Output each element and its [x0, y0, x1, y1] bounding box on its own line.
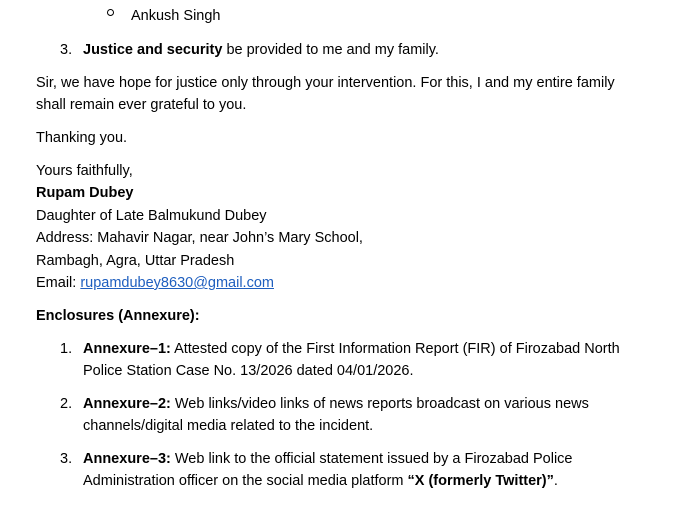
- enclosure-text: Web link to the official statement issued by a Firozabad Police: [170, 451, 573, 467]
- enclosure-item-2: [83, 394, 589, 414]
- enclosure-label: Annexure–1:: [83, 341, 171, 357]
- address-line2: Rambagh, Agra, Uttar Pradesh: [36, 253, 235, 269]
- enclosure-text: Web links/video links of news reports broadcast on various news: [170, 396, 589, 412]
- sender-name: Rupam Dubey: [36, 185, 134, 201]
- enclosure-label: Annexure–3:: [83, 451, 171, 467]
- enclosure-item-1: [83, 339, 620, 359]
- request-item-3: [83, 40, 439, 60]
- enclosure-text-continued: [83, 471, 558, 491]
- closing-paragraph-line1: Sir, we have hope for justice only through your intervention. For this, I and my entire family: [36, 75, 615, 91]
- list-number: 3.: [60, 42, 73, 58]
- enclosure-text-continued: channels/digital media related to the incident.: [83, 418, 374, 434]
- email-label: Email:: [36, 275, 81, 291]
- request-item-3-bold: Justice and security: [83, 42, 223, 58]
- sub-list-item: Ankush Singh: [131, 8, 221, 24]
- address-line1: Address: Mahavir Nagar, near John’s Mary School,: [36, 230, 363, 246]
- thanking-line: Thanking you.: [36, 130, 128, 146]
- request-item-3-text: be provided to me and my family.: [222, 42, 439, 58]
- period: .: [553, 473, 558, 489]
- list-number: 1.: [60, 341, 73, 357]
- enclosure-label: Annexure–2:: [83, 396, 171, 412]
- enclosure-text: Administration officer on the social media platform: [83, 473, 408, 489]
- sender-relation: Daughter of Late Balmukund Dubey: [36, 208, 267, 224]
- salutation: Yours faithfully,: [36, 163, 133, 179]
- enclosure-item-3: [83, 449, 573, 469]
- list-number: 3.: [60, 451, 73, 467]
- email-link[interactable]: rupamdubey8630@gmail.com: [80, 275, 274, 291]
- platform-name: “X (formerly Twitter)”: [407, 473, 554, 489]
- email-line: [36, 273, 274, 293]
- closing-paragraph-line2: shall remain ever grateful to you.: [36, 97, 247, 113]
- enclosure-text-continued: Police Station Case No. 13/2026 dated 04/01/2026.: [83, 363, 414, 379]
- list-number: 2.: [60, 396, 73, 412]
- enclosure-text: Attested copy of the First Information Report (FIR) of Firozabad North: [170, 341, 620, 357]
- hollow-bullet-icon: [107, 9, 114, 16]
- enclosures-heading: Enclosures (Annexure):: [36, 308, 200, 324]
